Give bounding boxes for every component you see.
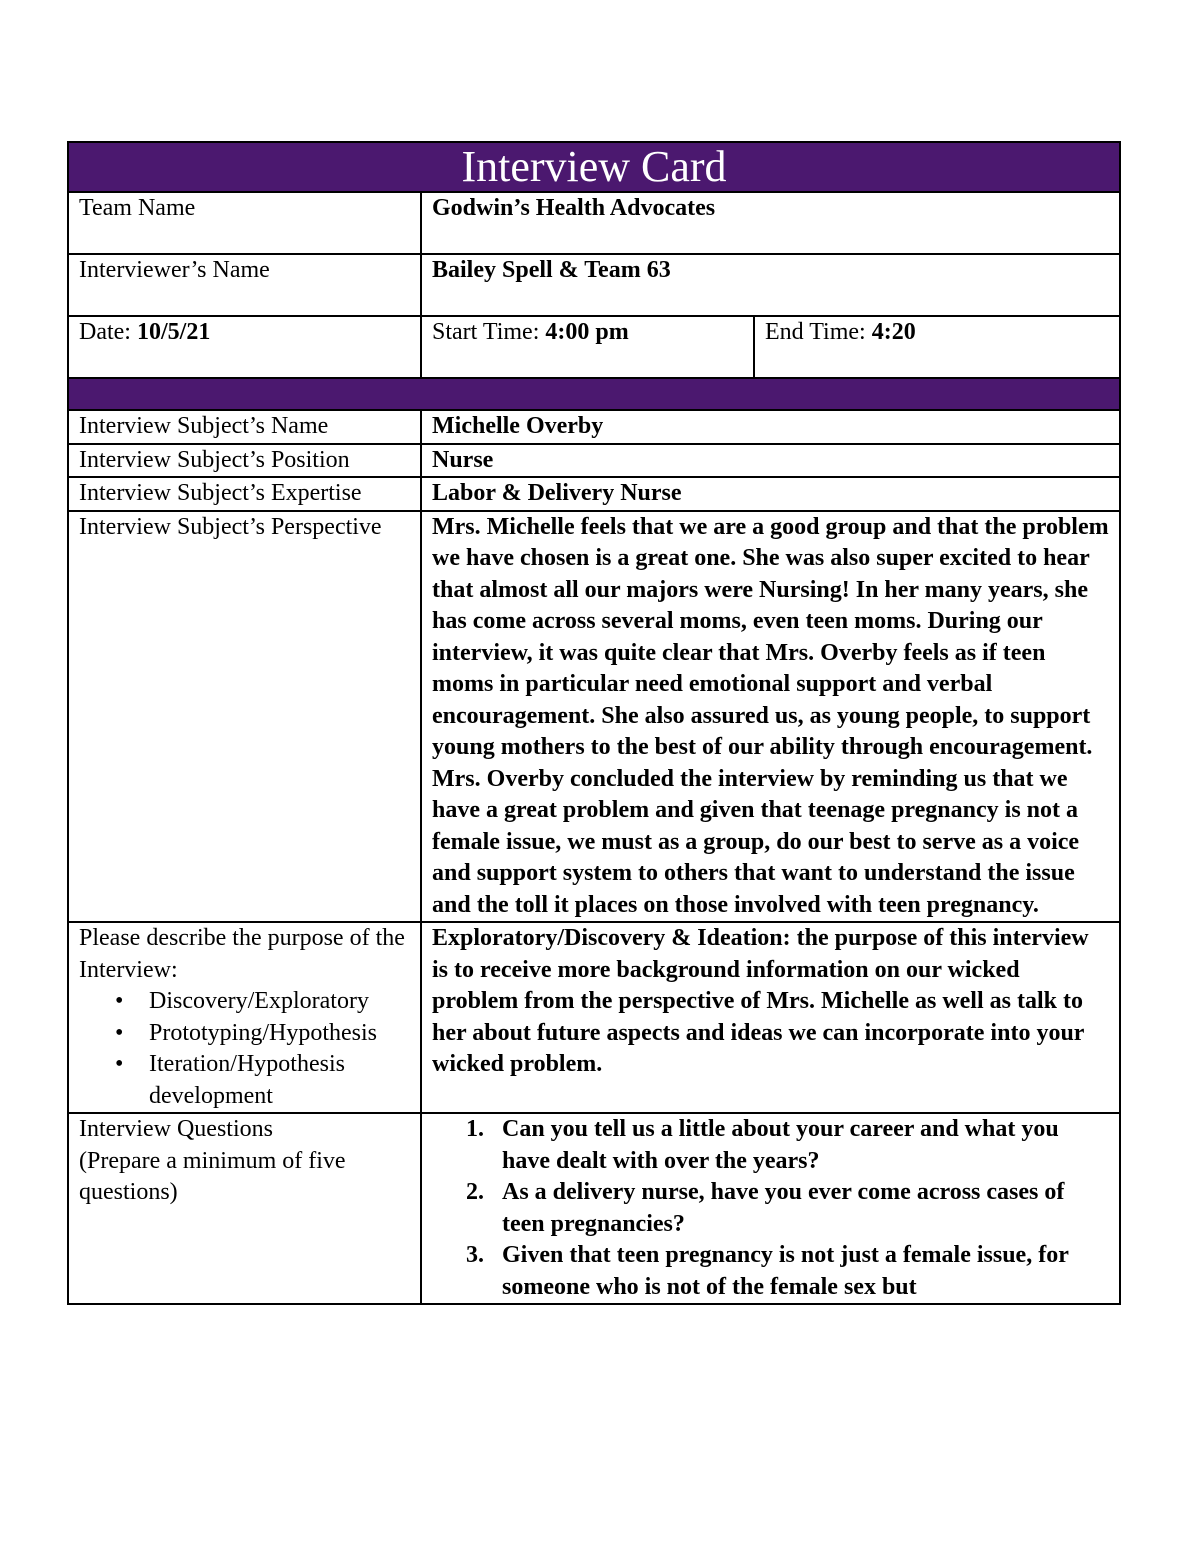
team-name-label: Team Name bbox=[68, 192, 421, 254]
bullet-icon: • bbox=[115, 988, 124, 1014]
question-item: 3. Given that teen pregnancy is not just a female issue, for someone who is not of the female sex but bbox=[466, 1242, 1069, 1300]
subject-name-label: Interview Subject’s Name bbox=[68, 410, 421, 444]
purpose-option: • Iteration/Hypothesis development bbox=[115, 1051, 345, 1109]
end-time-cell bbox=[754, 316, 1120, 378]
purpose-label: Please describe the purpose of the Interview: bbox=[79, 925, 405, 983]
question-item: 1. Can you tell us a little about your career and what you have dealt with over the years? bbox=[466, 1116, 1059, 1174]
questions-label: Interview Questions bbox=[79, 1116, 273, 1142]
questions-label-cell bbox=[68, 1113, 421, 1304]
subject-perspective-label: Interview Subject’s Perspective bbox=[68, 511, 421, 923]
subject-expertise-label: Interview Subject’s Expertise bbox=[68, 477, 421, 511]
subject-perspective-value: Mrs. Michelle feels that we are a good group and that the problem we have chosen is a great one. She was also super excited to hear that almost all our majors were Nursing! In her many years, she has come across several moms, even teen moms. During our interview, it was quite clear that Mrs. Overby feels as if teen moms in particular need emotional support and verbal encouragement. She also assured us, as young people, to support young mothers to the best of our ability through encouragement. Mrs. Overby concluded the interview by reminding us that we have a great problem and given that teenage pregnancy is not a female issue, we must as a group, do our best to serve as a voice and support system to others that want to understand the issue and the toll it places on those involved with teen pregnancy. bbox=[421, 511, 1120, 923]
subject-expertise-value: Labor & Delivery Nurse bbox=[421, 477, 1120, 511]
interviewer-name-value: Bailey Spell & Team 63 bbox=[421, 254, 1120, 316]
purpose-value: Exploratory/Discovery & Ideation: the purpose of this interview is to receive more background information on our wicked problem from the perspective of Mrs. Michelle as well as talk to her about future aspects and ideas we can incorporate into your wicked problem. bbox=[421, 922, 1120, 1113]
section-divider-band bbox=[68, 378, 1120, 410]
date-label: Date: bbox=[79, 319, 131, 345]
end-time-value: 4:20 bbox=[871, 319, 916, 345]
start-time-cell bbox=[421, 316, 754, 378]
questions-value-cell bbox=[421, 1113, 1120, 1304]
interviewer-name-label: Interviewer’s Name bbox=[68, 254, 421, 316]
end-time-label: End Time: bbox=[765, 319, 866, 345]
subject-position-label: Interview Subject’s Position bbox=[68, 444, 421, 478]
questions-list bbox=[432, 1114, 1109, 1303]
subject-name-value: Michelle Overby bbox=[421, 410, 1120, 444]
start-time-value: 4:00 pm bbox=[545, 319, 629, 345]
date-cell bbox=[68, 316, 421, 378]
subject-position-value: Nurse bbox=[421, 444, 1120, 478]
purpose-option: • Prototyping/Hypothesis bbox=[149, 1018, 410, 1050]
purpose-label-cell bbox=[68, 922, 421, 1113]
questions-sublabel: (Prepare a minimum of five questions) bbox=[79, 1147, 346, 1205]
team-name-value: Godwin’s Health Advocates bbox=[421, 192, 1120, 254]
card-title: Interview Card bbox=[68, 142, 1120, 192]
date-value: 10/5/21 bbox=[136, 319, 211, 345]
start-time-label: Start Time: bbox=[432, 319, 540, 345]
question-item: 2. As a delivery nurse, have you ever come across cases of teen pregnancies? bbox=[466, 1179, 1065, 1237]
purpose-options-list bbox=[79, 986, 410, 1112]
purpose-option: • Discovery/Exploratory bbox=[149, 986, 410, 1018]
bullet-icon: • bbox=[115, 1019, 124, 1046]
interview-card-table bbox=[67, 141, 1121, 1305]
bullet-icon: • bbox=[115, 1051, 124, 1077]
